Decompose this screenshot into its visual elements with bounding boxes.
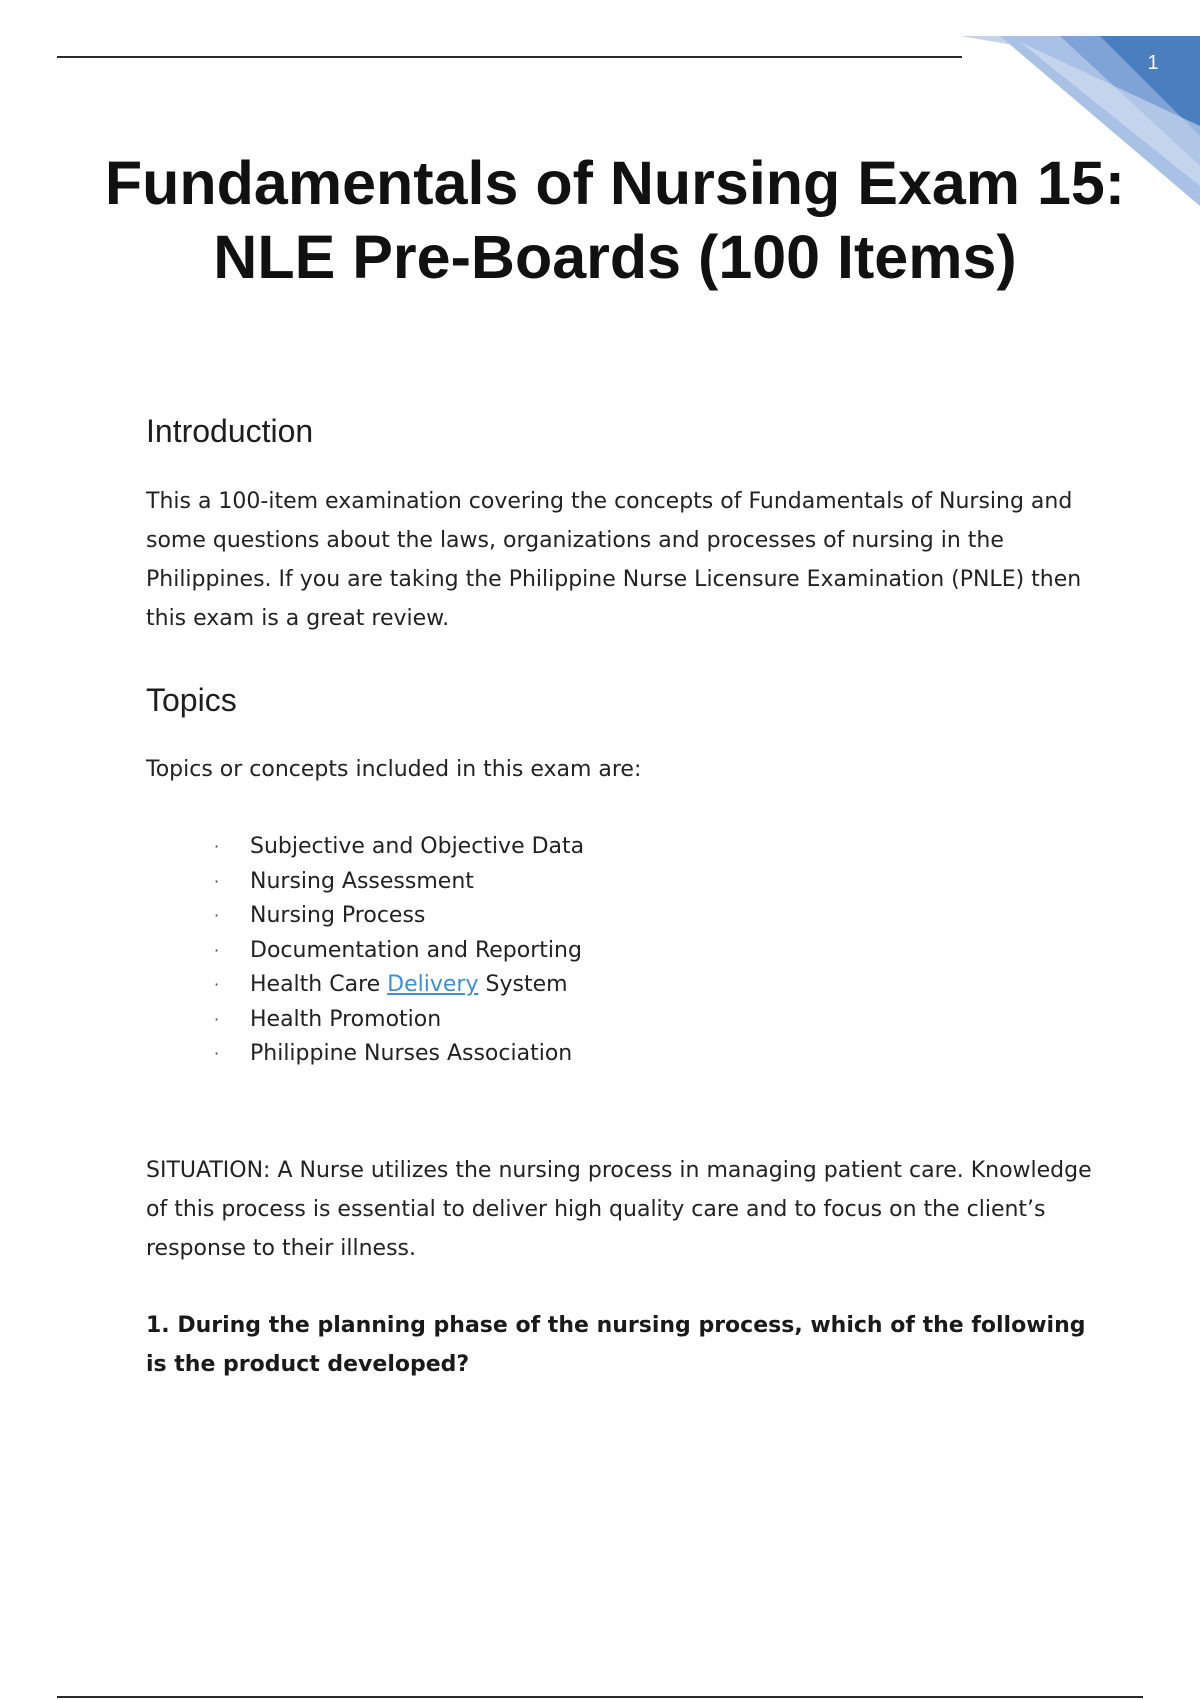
situation-text: SITUATION: A Nurse utilizes the nursing process in managing patient care. Knowledge of this process is essential to deliver high quality care and to focus on the client’s response to their illness. — [146, 1158, 1092, 1261]
topic-label-suffix: System — [478, 972, 568, 997]
bullet-icon: · — [214, 837, 220, 856]
topic-item — [212, 1003, 584, 1038]
topics-lead-text: Topics or concepts included in this exam are: — [146, 757, 642, 782]
question-1-text: 1. During the planning phase of the nursing process, which of the following is the product developed? — [146, 1313, 1086, 1377]
topics-heading: Topics — [146, 682, 237, 718]
footer-rule — [57, 1696, 1143, 1698]
introduction-text: This a 100-item examination covering the concepts of Fundamentals of Nursing and some questions about the laws, organizations and processes of nursing in the Philippines. If you are taking the Philippine Nurse Licensure Examination (PNLE) then this exam is a great review. — [146, 489, 1082, 631]
topic-label-prefix: Health Care — [250, 972, 388, 997]
bullet-icon: · — [214, 1009, 220, 1029]
topic-label: Subjective and Objective Data — [250, 834, 585, 859]
header-rule — [57, 56, 962, 58]
topic-label: Health Promotion — [250, 1006, 442, 1032]
bullet-icon: · — [214, 871, 220, 891]
topic-item — [212, 934, 584, 969]
bullet-icon: · — [214, 940, 220, 960]
bullet-icon: · — [214, 906, 220, 925]
topic-label: Nursing Assessment — [250, 868, 474, 894]
delivery-link[interactable]: Delivery — [387, 972, 479, 997]
topic-item — [212, 865, 584, 900]
topic-label: Nursing Process — [250, 903, 426, 928]
introduction-heading: Introduction — [146, 413, 314, 449]
topic-label: Philippine Nurses Association — [250, 1041, 573, 1066]
topic-item — [212, 830, 584, 865]
topics-list — [212, 830, 584, 1072]
topic-item — [212, 968, 584, 1003]
topic-label: Documentation and Reporting — [250, 937, 582, 963]
topic-item — [212, 1037, 584, 1072]
bullet-icon: · — [214, 1044, 220, 1063]
document-title: Fundamentals of Nursing Exam 15: NLE Pre-Boards (100 Items) — [104, 149, 1126, 291]
page-number: 1 — [1147, 52, 1159, 74]
bullet-icon: · — [214, 975, 220, 994]
topic-item — [212, 899, 584, 934]
